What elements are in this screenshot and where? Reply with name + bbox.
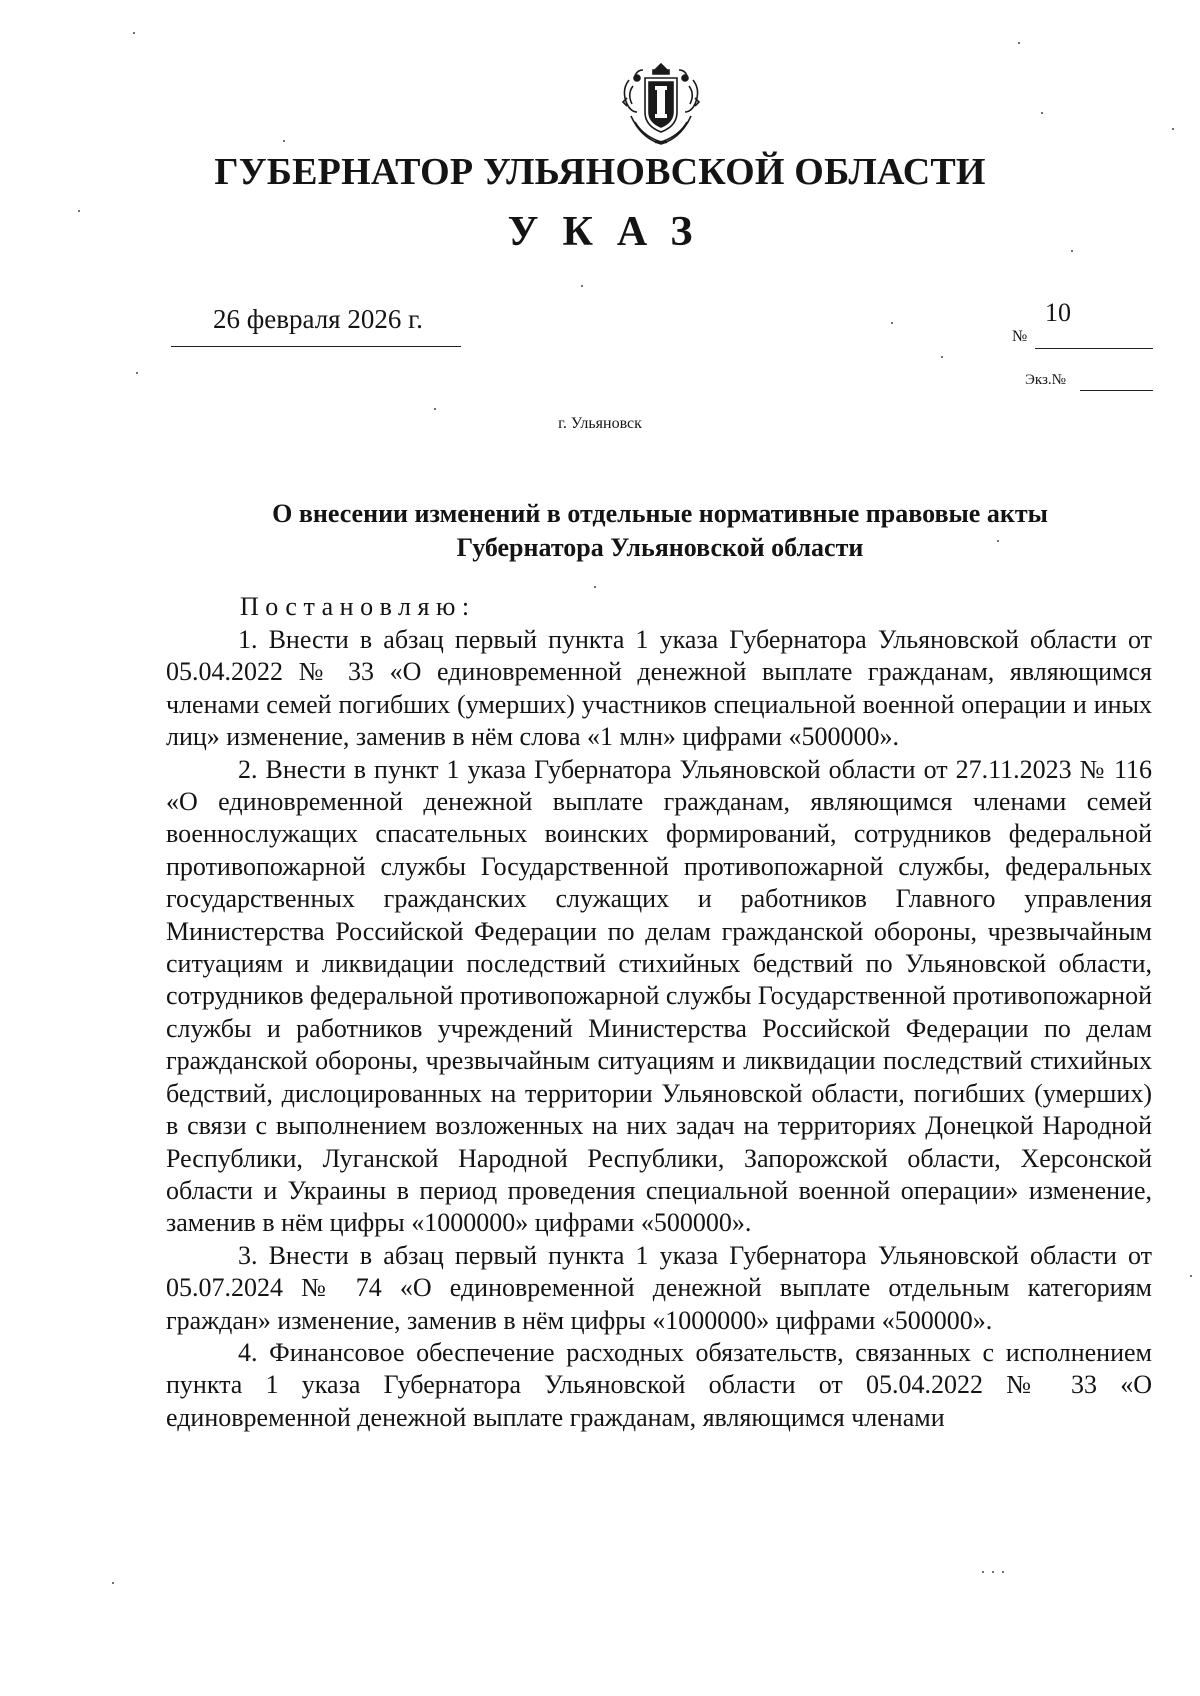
issuer-heading: ГУБЕРНАТОР УЛЬЯНОВСКОЙ ОБЛАСТИ: [214, 151, 986, 193]
scan-speck: [891, 322, 893, 324]
scan-speck: [133, 32, 135, 34]
scan-speck: [1071, 250, 1073, 252]
document-title: [160, 497, 1160, 565]
number-label: №: [1012, 328, 1028, 345]
decree-word: Постановляю:: [240, 592, 476, 621]
scan-speck: [78, 210, 80, 212]
number-underline: [1035, 348, 1153, 349]
scan-speck: [1018, 42, 1020, 44]
paragraph-3: 3. Внести в абзац первый пункта 1 указа Губернатора Ульяновской области от 05.07.2024 № 74 «О единовременной денежной выплате отдельным категориям граждан» изменение, заменив в нём цифры «1000000» цифрами «500000».: [166, 1240, 1152, 1335]
document-date: 26 февраля 2026 г.: [213, 304, 423, 334]
scan-speck: [434, 408, 436, 410]
scan-speck: [112, 1582, 114, 1584]
scan-speck: [594, 586, 596, 588]
scan-speck: [982, 1571, 984, 1573]
scan-speck: [1041, 112, 1043, 114]
title-line-1: О внесении изменений в отдельные нормативные правовые акты: [272, 499, 1048, 528]
document-type-heading: УКАЗ: [507, 209, 717, 255]
paragraph-4: 4. Финансовое обеспечение расходных обязательств, связанных с исполнением пункта 1 указа Губернатора Ульяновской области от 05.04.2022 № 33 «О единовременной денежной выплате гражданам, являющимся членами: [166, 1337, 1152, 1432]
scan-speck: [992, 1571, 994, 1573]
date-underline: [171, 346, 461, 347]
paragraph-2: 2. Внести в пункт 1 указа Губернатора Ульяновской области от 27.11.2023 № 116 «О единовременной денежной выплате гражданам, являющимся членами семей военнослужащих спасательных воинских формирований, сотрудников федеральной противопожарной службы Государственной противопожарной службы, федеральных государственных гражданских служащих и работников Главного управления Министерства Российской Федерации по делам гражданской обороны, чрезвычайным ситуациям и ликвидации последствий стихийных бедствий по Ульяновской области, сотрудников федеральной противопожарной службы Государственной противопожарной службы и работников учреждений Министерства Российской Федерации по делам гражданской обороны, чрезвычайным ситуациям и ликвидации последствий стихийных бедствий, дислоцированных на территории Ульяновской области, погибших (умерших) в связи с выполнением возложенных на них задач на территориях Донецкой Народной Республики, Луганской Народной Республики, Запорожской области, Херсонской области и Украины в период проведения специальной военной операции» изменение, заменив в нём цифры «1000000» цифрами «500000».: [166, 754, 1152, 1238]
scan-speck: [1172, 128, 1174, 130]
copy-number-label: Экз.№: [1025, 372, 1066, 388]
scan-speck: [941, 356, 943, 358]
scan-speck: [997, 540, 999, 542]
scan-speck: [581, 285, 583, 287]
scan-speck: [283, 140, 285, 142]
city-label: г. Ульяновск: [558, 415, 642, 432]
coat-of-arms-icon: [615, 58, 707, 150]
paragraph-1: 1. Внести в абзац первый пункта 1 указа Губернатора Ульяновской области от 05.04.2022 № 33 «О единовременной денежной выплате гражданам, являющимся членами семей погибших (умерших) участников специальной военной операции и иных лиц» изменение, заменив в нём слова «1 млн» цифрами «500000».: [166, 625, 1152, 752]
scan-speck: [1002, 1571, 1004, 1573]
copy-number-underline: [1080, 390, 1153, 391]
document-body: [166, 624, 1152, 1434]
document-number: 10: [1045, 298, 1071, 327]
scan-speck: [1190, 1275, 1192, 1277]
title-line-2: Губернатора Ульяновской области: [456, 533, 864, 562]
scan-speck: [136, 372, 138, 374]
